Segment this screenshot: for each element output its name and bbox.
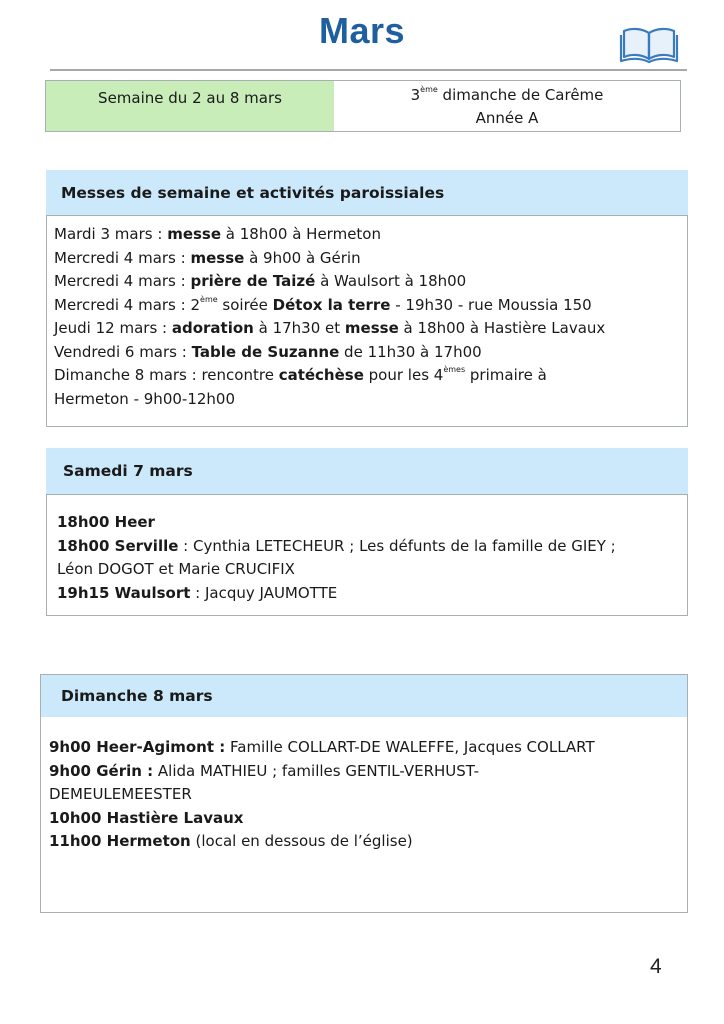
list-item: Hermeton - 9h00-12h00: [54, 389, 235, 408]
list-item: 10h00 Hastière Lavaux: [49, 808, 244, 827]
liturgy-sunday-text: dimanche de Carême: [437, 86, 604, 104]
list-item: Léon DOGOT et Marie CRUCIFIX: [57, 560, 295, 578]
list-item: DEMEULEMEESTER: [49, 785, 192, 803]
weekday-section-header: [46, 170, 688, 215]
page-title: Mars: [318, 10, 406, 51]
open-book-icon: [619, 25, 679, 65]
list-item: Mercredi 4 mars : 2ème soirée Détox la terre - 19h30 - rue Moussia 150: [54, 294, 592, 314]
sunday-section-title: Dimanche 8 mars: [61, 687, 213, 705]
saturday-section-body: [46, 494, 688, 616]
sunday-section: [40, 674, 688, 913]
saturday-section: [46, 448, 688, 616]
list-item: Mercredi 4 mars : prière de Taizé à Waulsort à 18h00: [54, 272, 467, 290]
saturday-section-header: [46, 448, 688, 494]
list-item: Dimanche 8 mars : rencontre catéchèse pour les 4èmes primaire à: [54, 365, 547, 384]
sunday-section-body: [41, 717, 687, 854]
list-item: Jeudi 12 mars : adoration à 17h30 et messe à 18h00 à Hastière Lavaux: [54, 319, 606, 337]
liturgy-ordinal: 3: [410, 86, 421, 104]
weekday-section: [46, 170, 688, 427]
list-item: 18h00 Heer: [57, 513, 155, 531]
liturgy-year: Année A: [475, 109, 539, 127]
week-info-box: [45, 80, 681, 132]
page-number: 4: [650, 955, 662, 978]
sunday-section-header: [41, 675, 687, 717]
saturday-section-title: Samedi 7 mars: [63, 462, 193, 480]
list-item: Mercredi 4 mars : messe à 9h00 à Gérin: [54, 248, 361, 267]
list-item: Vendredi 6 mars : Table de Suzanne de 11h30 à 17h00: [54, 342, 482, 361]
week-label-text: Semaine du 2 au 8 mars: [98, 89, 282, 107]
header-divider: [50, 69, 687, 71]
list-item: 18h00 Serville : Cynthia LETECHEUR ; Les défunts de la famille de GIEY ;: [57, 536, 616, 555]
list-item: Mardi 3 mars : messe à 18h00 à Hermeton: [54, 225, 381, 243]
liturgy-sunday: [334, 84, 680, 107]
liturgy-ordinal-sup: ème: [420, 85, 438, 94]
list-item: 9h00 Heer-Agimont : Famille COLLART-DE WALEFFE, Jacques COLLART: [49, 738, 595, 756]
list-item: 9h00 Gérin : Alida MATHIEU ; familles GENTIL-VERHUST-: [49, 761, 480, 780]
weekday-section-title: Messes de semaine et activités paroissiales: [61, 183, 445, 202]
week-label: [46, 81, 334, 131]
liturgy-info: [334, 81, 680, 131]
weekday-section-body: [46, 215, 688, 427]
list-item: 11h00 Hermeton (local en dessous de l’église): [49, 832, 413, 850]
list-item: 19h15 Waulsort : Jacquy JAUMOTTE: [57, 583, 338, 602]
